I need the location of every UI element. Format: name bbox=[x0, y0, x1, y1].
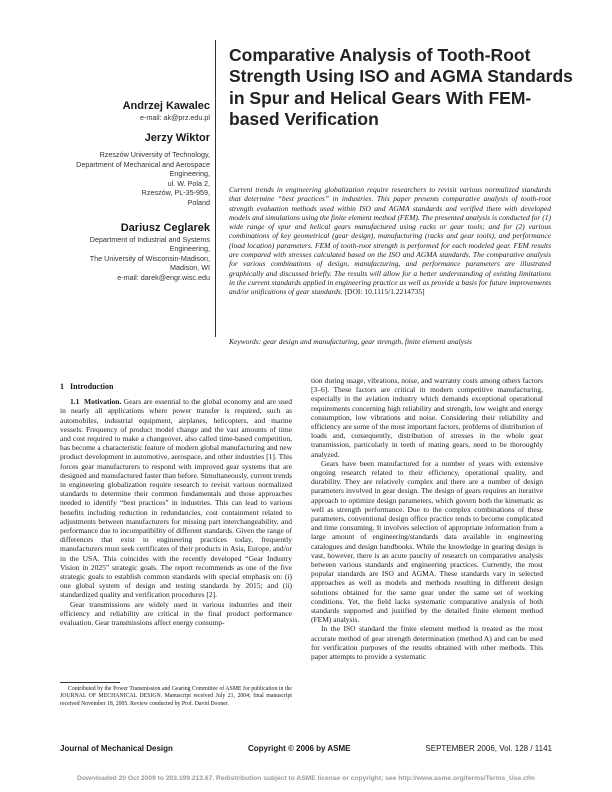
author-1 bbox=[60, 100, 210, 122]
author-name: Jerzy Wiktor bbox=[144, 132, 210, 144]
author-2 bbox=[60, 132, 210, 208]
doi-link[interactable]: [DOI: 10.1115/1.2214735] bbox=[344, 287, 425, 297]
affiliation-line: Madison, WI bbox=[170, 263, 210, 273]
affiliation-line: The University of Wisconsin-Madison, bbox=[89, 253, 210, 263]
affiliation-line: Poland bbox=[187, 197, 210, 207]
author-email[interactable]: e-mail: darek@engr.wisc.edu bbox=[117, 272, 210, 282]
section-heading bbox=[60, 382, 292, 391]
affiliation-line: Engineering, bbox=[169, 169, 210, 179]
subsection-title: Motivation. bbox=[84, 397, 122, 407]
paragraph-text: Gears are essential to the global economy and are used in nearly all applications where power transfer is required, such as automobiles, industrial equipment, airplanes, helicopters, and marine vessels. Frequency of product model change and the vast amounts of time and cost required to make a changeover, also called time-based competition, has become a characteristic feature of modern global manufacturing and new product development in automotive, aerospace, and other industries [1]. This forces gear manufacturers to respond with improved gear systems that are designed and manufactured faster than before. Simultaneously, current trends in engineering globalization require research to revisit various normalized standards to determine their common fundamentals and those approaches needed to identify “best practices” in industries. This can lead to various benefits including reduction in redundancies, cost containment related to adjustments between manufacturers for missing part interchangeability, and performance due to incompatibility of different standards. Given the range of differences that exist in engineering practices today, frequently manufacturers must seek certificates of their products in Asia, Europe, and/or in the USA. This coincides with the recently developed “Gear Industry Vision in 2025” strategic goals. The report recommends as one of the five strategic goals to establish common standards with special emphasis on: (i) one global system of design and testing standards by 2015; and (ii) standardized quality and verification procedures [2]. bbox=[60, 397, 293, 600]
abstract bbox=[229, 185, 551, 297]
subsection-heading bbox=[70, 397, 121, 406]
paragraph: tion during usage, vibrations, noise, and warranty costs among others factors [3–6]. These factors are critical in modern competitive manufacturing, especially in the aviation industry which demands exceptional operational requirements concerning high reliability and strength, low weight and energy consumption, low vibrations and noise. Considering their reliability and efficiency are some of the most important factors, problems of distribution of loads and, consequently, distribution of stresses in the whole gear transmission, particularly in teeth of mating gears, need to be thoroughly analyzed. bbox=[311, 376, 543, 459]
footnote: Contributed by the Power Transmission and Gearing Committee of ASME for publication in the JOURNAL OF MECHANICAL DESIGN. Manuscript received July 21, 2004; final manuscript received November 18, 2005. Review conducted by Prof. David Dooner. bbox=[60, 686, 292, 707]
copyright: Copyright © 2006 by ASME bbox=[248, 744, 351, 753]
section-number: 1 bbox=[60, 382, 64, 391]
subsection-number: 1.1 bbox=[70, 397, 80, 407]
paragraph: In the ISO standard the finite element method is treated as the most accurate method of gear strength determination (method A) and can be used for verification purposes of the results obtained with other methods. This paper attempts to provide a systematic bbox=[311, 624, 543, 662]
affiliation-line: Department of Mechanical and Aerospace bbox=[76, 159, 210, 169]
download-notice: Downloaded 20 Oct 2009 to 203.199.213.67. Redistribution subject to ASME license or copyright; see http://www.asme.org/terms/Terms_Use.cfm bbox=[77, 775, 535, 782]
affiliation-line: Rzeszów University of Technology, bbox=[99, 150, 210, 159]
header-divider-rule bbox=[215, 40, 216, 337]
journal-name: Journal of Mechanical Design bbox=[60, 744, 173, 753]
affiliation-line: ul. W. Pola 2, bbox=[167, 178, 210, 188]
paper-title: Comparative Analysis of Tooth-Root Strength Using ISO and AGMA Standards in Spur and Helical Gears With FEM-based Verification bbox=[229, 45, 573, 130]
author-name: Andrzej Kawalec bbox=[122, 100, 210, 112]
affiliation-line: Rzeszów, PL-35-959, bbox=[141, 188, 210, 198]
left-column bbox=[60, 382, 292, 627]
section-title: Introduction bbox=[70, 382, 114, 391]
author-email[interactable]: e-mail: ak@prz.edu.pl bbox=[139, 113, 210, 122]
abstract-text: Current trends in engineering globalization require researchers to revisit various normalized standards that determine “best practices” in industries. This paper presents comparative analysis of tooth-root strength evaluation methods used within ISO and AGMA standards and verified them with developed models and simulations using the finite element method (FEM). The presented analysis is conducted for (1) wide range of spur and helical gears manufactured using racks or gear tools; and for (2) various combinations of key geometrical (gear design), manufacturing (racks and gear tools), and performance (load location) parameters. FEM of tooth-root strength is performed for each modeled gear. FEM results are compared with stresses calculated based on the ISO and AGMA standards. The comparative analysis for various combinations of design, manufacturing, and performance parameters are illustrated graphically and discussed briefly. The results will allow for a better understanding of existing limitations in the current standards applied in engineering practice as well as provide a basis for future improvements and/or unifications of gear standards. bbox=[229, 185, 551, 297]
footnote-rule bbox=[60, 682, 120, 683]
issue-info: SEPTEMBER 2006, Vol. 128 / 1141 bbox=[425, 744, 552, 753]
author-block bbox=[60, 100, 210, 293]
author-3 bbox=[60, 222, 210, 283]
paragraph bbox=[60, 397, 292, 599]
right-column bbox=[311, 376, 543, 661]
author-name: Dariusz Ceglarek bbox=[120, 221, 210, 234]
paragraph: Gears have been manufactured for a number of years with extensive ongoing research related to their efficiency, operational quality, and durability. They are relatively complex and there are a number of design parameters involved in gear design. The design of gears requires an iterative approach to optimize design parameters, which govern both the kinematic as well as strength performance. Due to the complex combinations of these parameters, conventional design office practice tends to become complicated and time consuming. It involves selection of appropriate information from a large amount of engineering/standards data available in engineering catalogues and design handbooks. While the knowledge in gearing design is vast, however, there is an acute paucity of research on comparative analysis between various standards and engineering practices. Currently, the most popular standards are ISO and AGMA. These standards vary in selected approaches as well as models and methods resulting in different design solutions obtained for the same gear under the same set of working conditions. Yet, the field lacks systematic comparative analysis of both standards supported and justified by the detailed finite element method (FEM) analysis. bbox=[311, 458, 543, 625]
keywords: Keywords: gear design and manufacturing, gear strength, finite element analysis bbox=[229, 337, 472, 346]
affiliation-line: Department of Industrial and Systems bbox=[89, 234, 210, 244]
affiliation-line: Engineering, bbox=[169, 244, 210, 254]
paragraph: Gear transmissions are widely used in various industries and their efficiency and reliability are critical in the final product performance evaluation. Gear transmissions affect energy consump- bbox=[60, 599, 292, 628]
